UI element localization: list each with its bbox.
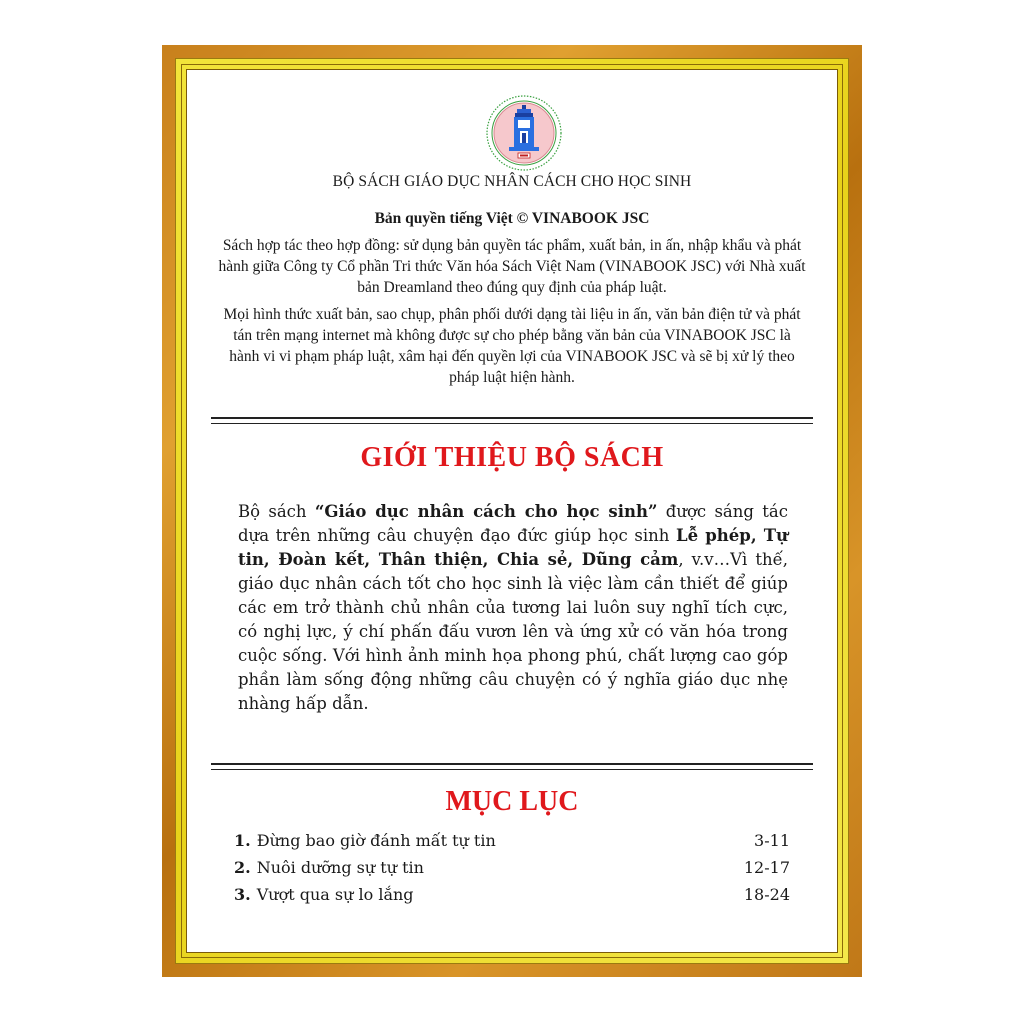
cooperation-paragraph: Sách hợp tác theo hợp đồng: sử dụng bản quyền tác phẩm, xuất bản, in ấn, nhập khẩu và phát hành giữa Công ty Cổ phần Tri thức Văn hóa Sách Việt Nam (VINABOOK JSC) với Nhà xuất bản Dreamland theo đúng quy định của pháp luật. <box>218 237 806 296</box>
toc-item-number: 3. <box>234 885 251 904</box>
page-frame-outer <box>162 45 862 977</box>
table-of-contents <box>234 827 790 908</box>
toc-item[interactable] <box>234 854 790 881</box>
intro-paragraph: Bộ sách “Giáo dục nhân cách cho học sinh” được sáng tác dựa trên những câu chuyện đạo đức giúp học sinh Lễ phép, Tự tin, Đoàn kết, Thân thiện, Chia sẻ, Dũng cảm, v.v…Vì thế, giáo dục nhân cách tốt cho học sinh là việc làm cần thiết để giúp các em trở thành chủ nhân của tương lai luôn suy nghĩ tích cực, có nghị lực, ý chí phấn đấu vươn lên và ứng xử có văn hóa trong cuộc sống. Với hình ảnh minh họa phong phú, chất lượng cao góp phần làm sống động những câu chuyện có ý nghĩa giáo dục nhẹ nhàng hấp dẫn. <box>238 502 788 713</box>
divider <box>211 763 813 770</box>
toc-item-title: Nuôi dưỡng sự tự tin <box>256 858 424 877</box>
page-content <box>186 69 838 953</box>
toc-heading: MỤC LỤC <box>445 786 579 817</box>
school-emblem-icon <box>484 93 564 173</box>
toc-item-pages: 12-17 <box>743 858 790 877</box>
rights-paragraph: Mọi hình thức xuất bản, sao chụp, phân phối dưới dạng tài liệu in ấn, văn bản điện tử và phát tán trên mạng internet mà không được sự cho phép bằng văn bản của VINABOOK JSC là hành vi vi phạm pháp luật, xâm hại đến quyền lợi của VINABOOK JSC và sẽ bị xử lý theo pháp luật hiện hành. <box>223 306 801 386</box>
toc-item[interactable] <box>234 827 790 854</box>
toc-item-title: Vượt qua sự lo lắng <box>256 885 414 904</box>
toc-item-number: 1. <box>234 831 251 850</box>
divider <box>211 417 813 424</box>
copyright-line: Bản quyền tiếng Việt © VINABOOK JSC <box>374 210 650 227</box>
toc-item-number: 2. <box>234 858 251 877</box>
toc-item-pages: 3-11 <box>754 831 790 850</box>
toc-item-pages: 18-24 <box>743 885 790 904</box>
series-title: BỘ SÁCH GIÁO DỤC NHÂN CÁCH CHO HỌC SINH <box>332 173 692 190</box>
toc-item-title: Đừng bao giờ đánh mất tự tin <box>256 831 496 850</box>
page-frame-inner <box>175 58 849 964</box>
toc-item[interactable] <box>234 881 790 908</box>
intro-heading: GIỚI THIỆU BỘ SÁCH <box>360 442 664 473</box>
